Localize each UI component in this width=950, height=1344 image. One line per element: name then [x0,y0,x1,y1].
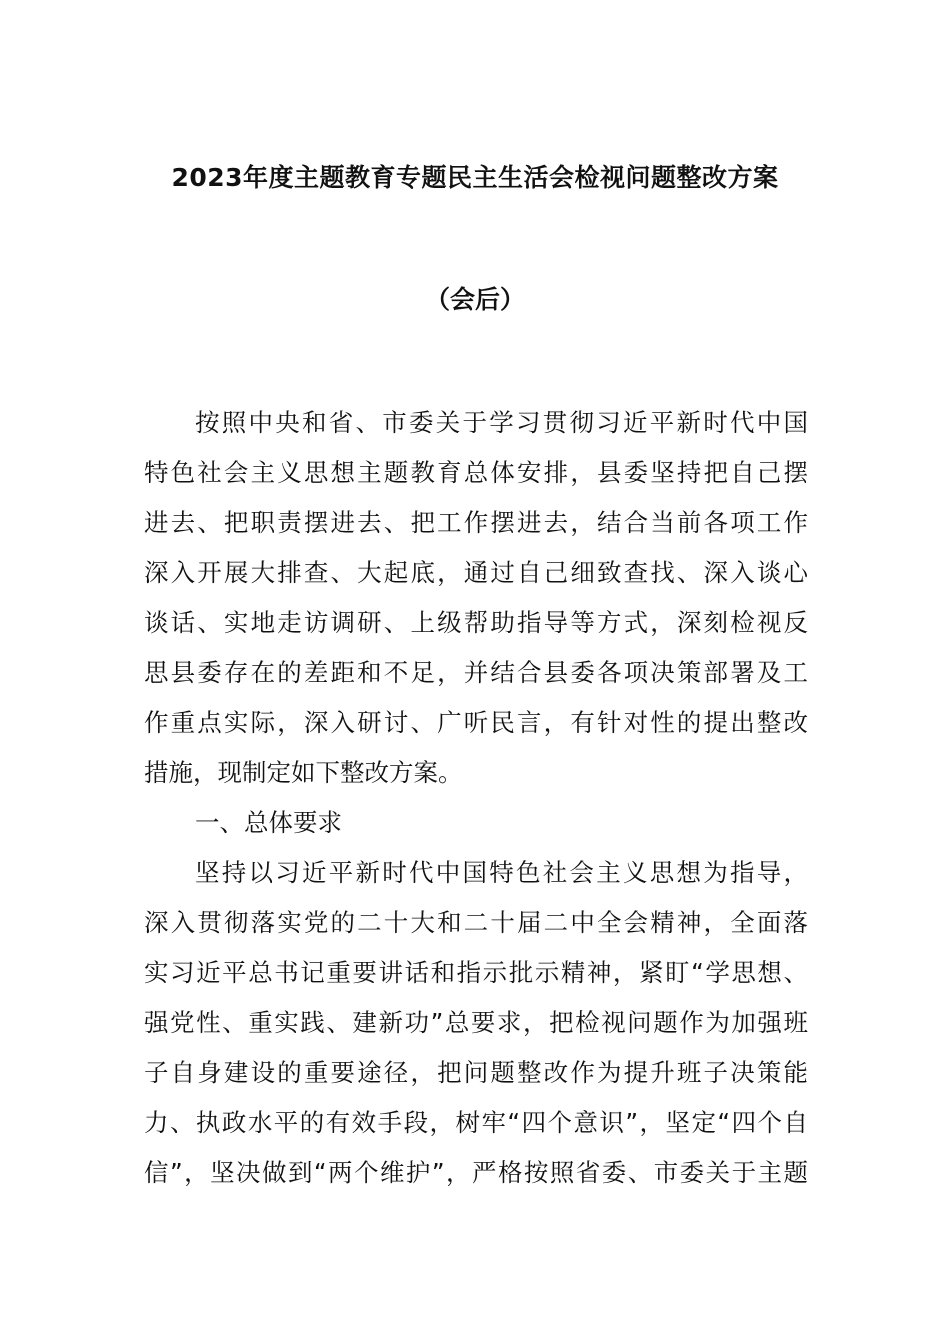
paragraph-line: 谈话、实地走访调研、上级帮助指导等方式，深刻检视反 [144,608,808,637]
paragraph-line: 实习近平总书记重要讲话和指示批示精神，紧盯“学思想、 [144,958,808,987]
paragraph-line: 力、执政水平的有效手段，树牢“四个意识”，坚定“四个自 [144,1108,808,1137]
paragraph-line: 思县委存在的差距和不足，并结合县委各项决策部署及工 [144,658,808,687]
document-title: 2023年度主题教育专题民主生活会检视问题整改方案 [171,163,779,192]
document-subtitle: （会后） [424,285,525,314]
paragraph-line: 特色社会主义思想主题教育总体安排，县委坚持把自己摆 [144,458,808,487]
paragraph-line: 坚持以习近平新时代中国特色社会主义思想为指导， [195,858,808,887]
paragraph-line: 深入贯彻落实党的二十大和二十届二中全会精神，全面落 [144,908,808,937]
paragraph-line: 进去、把职责摆进去、把工作摆进去，结合当前各项工作 [144,508,808,537]
paragraph-line: 措施，现制定如下整改方案。 [144,758,463,787]
paragraph-line: 子自身建设的重要途径，把问题整改作为提升班子决策能 [144,1058,808,1087]
paragraph-line: 作重点实际，深入研讨、广听民言，有针对性的提出整改 [144,708,808,737]
paragraph-line: 深入开展大排查、大起底，通过自己细致查找、深入谈心 [144,558,808,587]
section-heading: 一、总体要求 [195,808,342,837]
paragraph-line: 按照中央和省、市委关于学习贯彻习近平新时代中国 [195,408,808,437]
paragraph-line: 信”，坚决做到“两个维护”，严格按照省委、市委关于主题 [144,1158,808,1187]
document-body [144,398,808,1198]
paragraph-line: 强党性、重实践、建新功”总要求，把检视问题作为加强班 [144,1008,808,1037]
